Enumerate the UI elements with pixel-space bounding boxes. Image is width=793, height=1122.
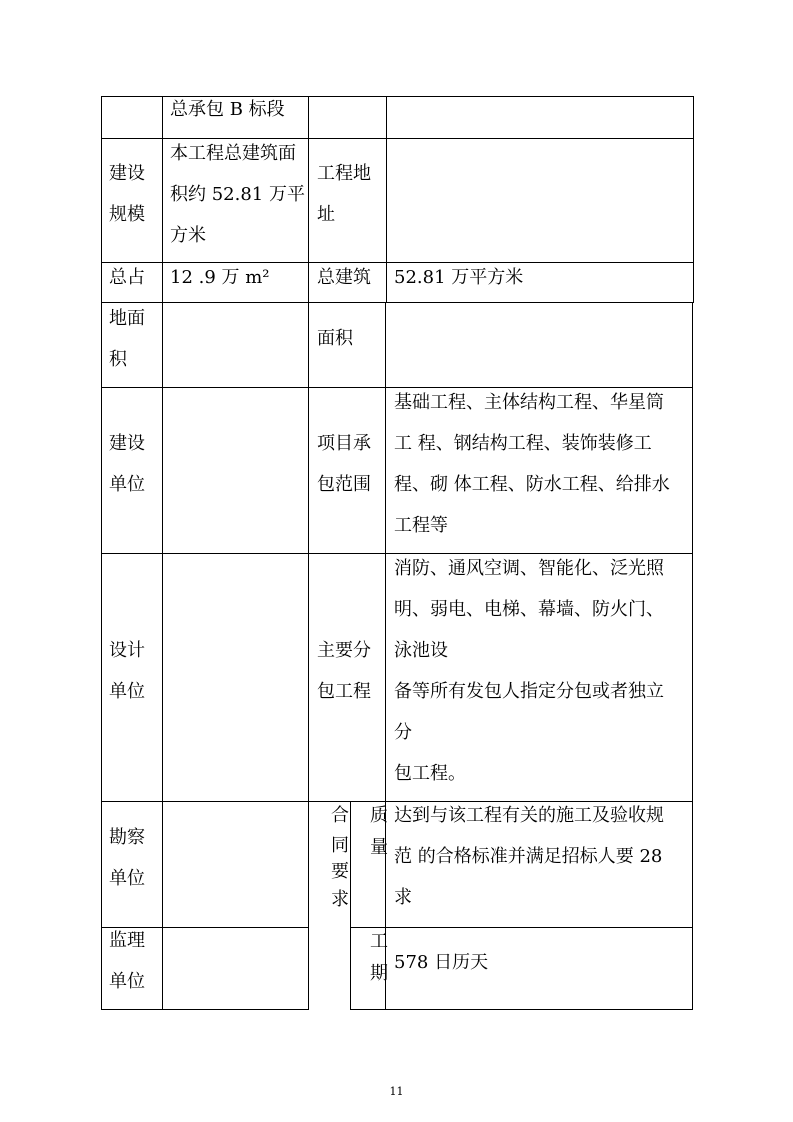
cell-contract-req-char-3: 要 (331, 861, 349, 882)
grid-line (101, 927, 308, 928)
cell-scope-value-1: 基础工程、主体结构工程、华星筒 (394, 392, 664, 413)
cell-survey-label-2: 单位 (109, 868, 145, 889)
grid-line (101, 801, 692, 802)
cell-scale-value-2: 积约 52.81 万平 (170, 184, 305, 205)
cell-scale-label-1: 建设 (109, 163, 145, 184)
cell-subcontract-value-3: 泳池设 (394, 640, 448, 661)
cell-scale-value-3: 方米 (170, 225, 206, 246)
cell-land-area-value: 12 .9 万 m² (170, 267, 270, 288)
grid-line (692, 302, 693, 1010)
cell-address-label-2: 址 (317, 204, 335, 225)
cell-scale-label-2: 规模 (109, 204, 145, 225)
cell-scope-label-2: 包范围 (317, 474, 371, 495)
cell-subcontract-value-6: 包工程。 (394, 763, 466, 784)
cell-subcontract-label-1: 主要分 (317, 640, 371, 661)
cell-scale-value-1: 本工程总建筑面 (170, 143, 296, 164)
grid-line (101, 138, 693, 139)
cell-subcontract-value-1: 消防、通风空调、智能化、泛光照 (394, 558, 664, 579)
cell-floor-area-value: 52.81 万平方米 (394, 267, 524, 288)
cell-quality-label-2: 量 (370, 837, 388, 858)
cell-scope-value-4: 工程等 (394, 515, 448, 536)
cell-duration-label-1: 工 (370, 931, 388, 952)
grid-line (350, 1009, 692, 1010)
cell-supervisor-label-2: 单位 (109, 971, 145, 992)
grid-line (101, 553, 692, 554)
cell-owner-label-1: 建设 (109, 433, 145, 454)
cell-quality-label-1: 质 (370, 805, 388, 826)
cell-address-label-1: 工程地 (317, 163, 371, 184)
cell-contract-req-char-1: 合 (331, 805, 349, 826)
cell-duration-label-2: 期 (370, 963, 388, 984)
grid-line (162, 96, 163, 1010)
cell-subcontract-value-5: 分 (394, 722, 412, 743)
cell-scope-value-3: 程、砌 体工程、防水工程、给排水 (394, 474, 670, 495)
cell-subcontract-value-2: 明、弱电、电梯、幕墙、防火门、 (394, 599, 664, 620)
cell-floor-area-label-2: 面积 (317, 328, 353, 349)
cell-land-area-label-3: 积 (109, 349, 127, 370)
cell-survey-label-1: 勘察 (109, 827, 145, 848)
cell-quality-value-3: 求 (394, 887, 412, 908)
cell-land-area-label-1: 总占 (109, 267, 145, 288)
grid-line (385, 302, 386, 1010)
grid-line (101, 96, 102, 1010)
cell-floor-area-label-1: 总建筑 (317, 267, 371, 288)
cell-contract-section: 总承包 B 标段 (170, 99, 285, 120)
grid-line (101, 387, 692, 388)
grid-line (101, 1009, 308, 1010)
cell-designer-label-2: 单位 (109, 681, 145, 702)
cell-subcontract-label-2: 包工程 (317, 681, 371, 702)
cell-duration-value: 578 日历天 (394, 952, 489, 973)
cell-subcontract-value-4: 备等所有发包人指定分包或者独立 (394, 681, 664, 702)
cell-quality-value-2: 范 的合格标准并满足招标人要 28 (394, 846, 663, 867)
cell-scope-value-2: 工 程、钢结构工程、装饰装修工 (394, 433, 652, 454)
cell-contract-req-char-2: 同 (331, 835, 349, 856)
cell-designer-label-1: 设计 (109, 640, 145, 661)
grid-line (308, 96, 309, 1010)
grid-line (350, 927, 692, 928)
cell-owner-label-2: 单位 (109, 474, 145, 495)
cell-scope-label-1: 项目承 (317, 433, 371, 454)
grid-line (101, 302, 693, 303)
cell-land-area-label-2: 地面 (109, 308, 145, 329)
grid-line (693, 96, 694, 303)
cell-contract-req-char-4: 求 (331, 889, 349, 910)
grid-line (386, 96, 387, 303)
page-number: 11 (389, 1085, 404, 1098)
grid-line (101, 96, 693, 97)
grid-line (350, 801, 351, 1010)
grid-line (101, 262, 693, 263)
cell-quality-value-1: 达到与该工程有关的施工及验收规 (394, 805, 664, 826)
cell-supervisor-label-1: 监理 (109, 930, 145, 951)
